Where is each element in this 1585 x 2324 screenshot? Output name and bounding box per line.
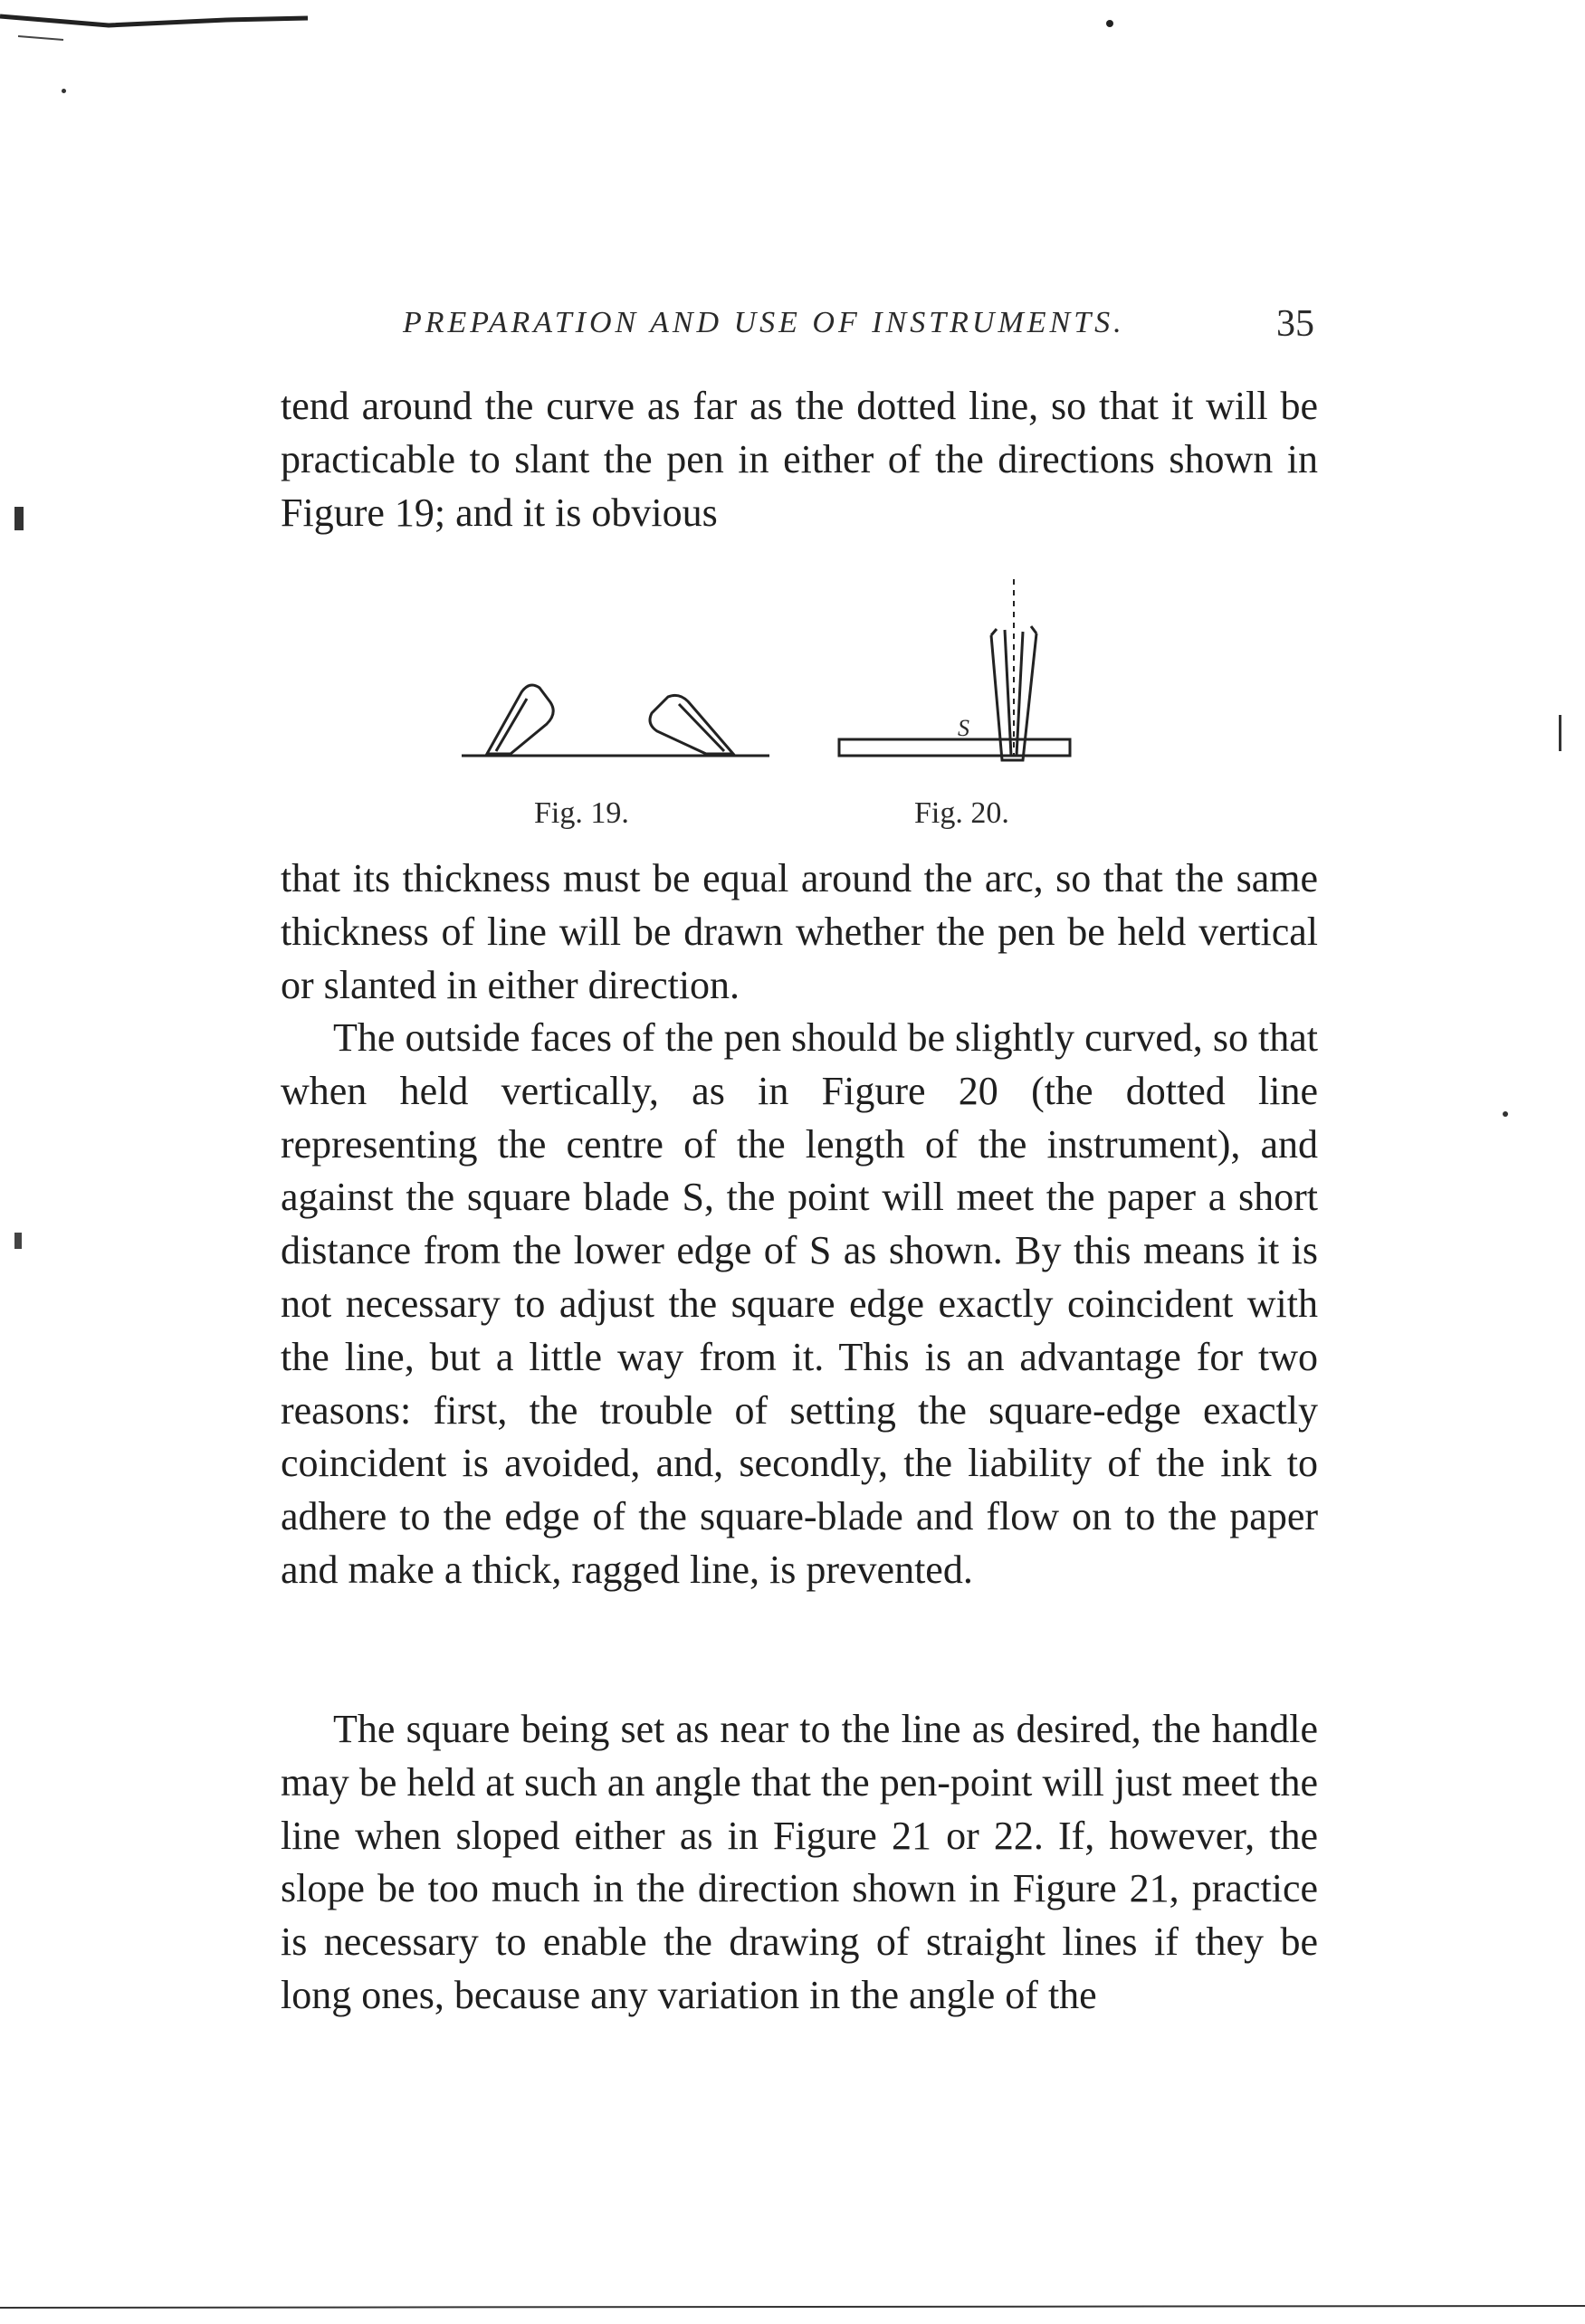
scan-speck: [14, 507, 24, 530]
scan-speck: [62, 89, 66, 93]
scan-edge-mark: [0, 0, 326, 72]
fig20-square-blade: [839, 739, 1070, 756]
scan-speck: [1106, 20, 1113, 27]
paragraph-3: The outside faces of the pen should be slightly curved, so that when held vertically, as in Figure 20 (the dotted line representing the centre of the length of the instrument), and against the square blade S, the point will meet the paper a short distance from the lower edge of S as shown. By this means it is not necessary to adjust the square edge exactly coincident with the line, but a little way from it. This is an advantage for two reasons: first, the trouble of setting the square-edge exactly coincident is avoided, and, secondly, the liability of the ink to adhere to the edge of the square-blade and flow on to the paper and make a thick, ragged line, is prevented.: [281, 1015, 1318, 1592]
fig19-nib-right: [650, 695, 733, 754]
paragraph-2: that its thickness must be equal around the arc, so that the same thickness of line will be drawn whether the pen be held vertical or slanted in either direction.: [281, 856, 1318, 1007]
page-number: 35: [1276, 303, 1314, 345]
figure-20-diagram: [837, 579, 1136, 769]
page-header: [281, 300, 1318, 364]
paragraph-4: The square being set as near to the line as desired, the handle may be held at such an angle that the pen-point will just meet the line when sloped either as in Figure 21 or 22. If, however, the slope be too much in the direction shown in Figure 21, practice is necessary to enable the drawing of straight lines if they be long ones, because any variation in the angle of the: [281, 1707, 1318, 2017]
paragraph-1: tend around the curve as far as the dotted line, so that it will be practicable to slant the pen in either of the directions shown in Figure 19; and it is obvious: [281, 384, 1318, 535]
fig20-label-s: S: [958, 715, 969, 741]
scan-speck: [1503, 1111, 1508, 1117]
scan-speck: [14, 1233, 22, 1249]
scan-speck: [1559, 715, 1561, 751]
fig19-nib-left: [487, 685, 553, 754]
bottom-page-edge: [0, 2299, 1585, 2317]
figure-19-diagram: [462, 380, 769, 760]
fig20-caption: Fig. 20.: [914, 796, 1009, 830]
running-head: PREPARATION AND USE OF INSTRUMENTS.: [403, 306, 1125, 339]
fig19-caption: Fig. 19.: [534, 796, 629, 830]
